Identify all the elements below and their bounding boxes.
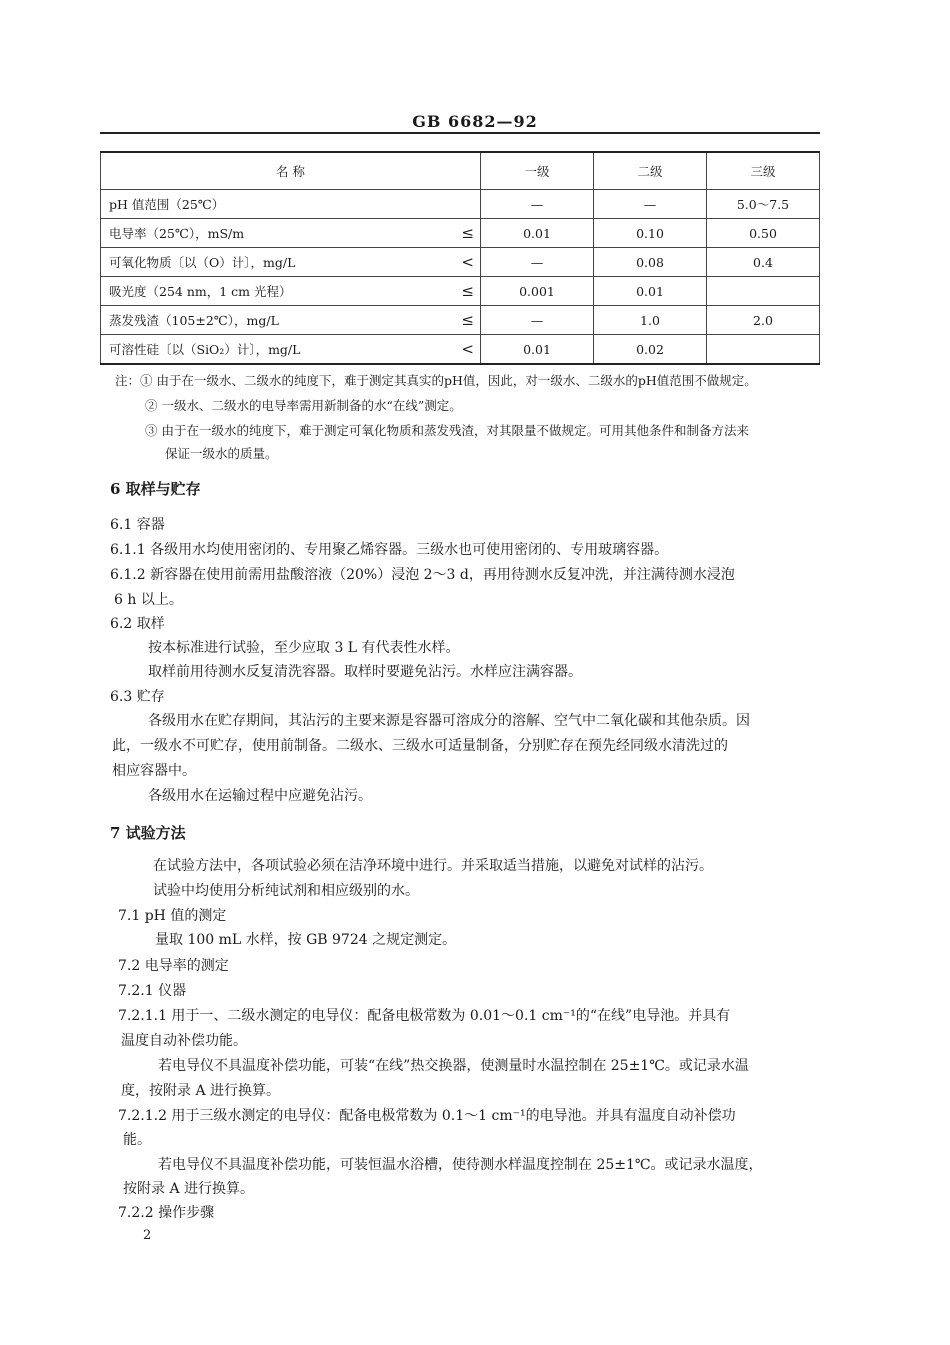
clause-6-1-2: 6.1.2 新容器在使用前需用盐酸溶液（20%）浸泡 2～3 d，再用待测水反复冲洗，并注满待测水浸泡 [110,567,735,583]
clause-6-2-para1: 按本标准进行试验，至少应取 3 L 有代表性水样。 [148,640,460,656]
note-label: 注： [115,373,141,388]
header-rule [100,132,820,134]
clause-7-2-2: 7.2.2 操作步骤 [118,1205,215,1221]
clause-6-3-para1-end: 相应容器中。 [112,763,196,779]
clause-7-1: 7.1 pH 值的测定 [118,908,227,924]
clause-7-2-1-1: 7.2.1.1 用于一、二级水测定的电导仪：配备电极常数为 0.01～0.1 cm⁻¹的“在线”电导池。并具有 [118,1008,731,1024]
table-row: 蒸发残渣（105±2℃），mg/L ≤ — 1.0 2.0 [101,306,820,335]
table-note-3: ③ 由于在一级水的纯度下，难于测定可氧化物质和蒸发残渣，对其限量不做规定。可用其他条件和制备方法来 [145,423,749,438]
clause-7-2-1: 7.2.1 仪器 [118,983,187,999]
section-7-para1: 在试验方法中，各项试验必须在洁净环境中进行。并采取适当措施，以避免对试样的沾污。 [153,858,713,874]
clause-7-2: 7.2 电导率的测定 [118,958,229,974]
clause-7-2-1-2-cont: 能。 [123,1132,151,1148]
table-note-2: ② 一级水、二级水的电导率需用新制备的水“在线”测定。 [145,398,462,413]
section-7-para2: 试验中均使用分析纯试剂和相应级别的水。 [153,883,419,899]
table-row: 可氧化物质〔以（O）计〕，mg/L < — 0.08 0.4 [101,248,820,277]
clause-6-3-para1-cont: 此，一级水不可贮存，使用前制备。二级水、三级水可适量制备，分别贮存在预先经同级水清洗过的 [112,738,728,754]
page-number: 2 [143,1228,152,1243]
table-header-row [101,152,820,190]
clause-7-2-1-2-para2: 若电导仪不具温度补偿功能，可装恒温水浴槽，使待测水样温度控制在 25±1℃。或记录水温度， [158,1157,763,1173]
col-grade3-header: 三级 [707,152,820,190]
water-grade-table [100,151,820,365]
table-note-3-cont: 保证一级水的质量。 [165,446,278,461]
clause-6-1-1: 6.1.1 各级用水均使用密闭的、专用聚乙烯容器。三级水也可使用密闭的、专用玻璃容器。 [110,542,669,558]
clause-6-1-2-cont: 6 h 以上。 [114,592,183,608]
col-grade1-header: 一级 [481,152,594,190]
table-row: 电导率（25℃），mS/m ≤ 0.01 0.10 0.50 [101,219,820,248]
clause-7-1-para: 量取 100 mL 水样，按 GB 9724 之规定测定。 [155,932,457,948]
clause-6-3: 6.3 贮存 [110,689,165,705]
section-6-title: 6 取样与贮存 [110,480,201,498]
clause-7-2-1-1-cont: 温度自动补偿功能。 [121,1033,247,1049]
clause-6-2-para2: 取样前用待测水反复清洗容器。取样时要避免沾污。水样应注满容器。 [148,664,582,680]
col-name-header: 名 称 [101,152,481,190]
clause-6-2: 6.2 取样 [110,616,165,632]
clause-7-2-1-2: 7.2.1.2 用于三级水测定的电导仪：配备电极常数为 0.1～1 cm⁻¹的电导池。并具有温度自动补偿功 [118,1108,736,1124]
clause-7-2-1-1-para2-cont: 度，按附录 A 进行换算。 [121,1083,281,1099]
standard-code-header: GB 6682—92 [412,112,538,131]
table-row: pH 值范围（25℃） — — 5.0～7.5 [101,190,820,219]
section-7-title: 7 试验方法 [110,824,186,842]
clause-6-1: 6.1 容器 [110,517,165,533]
clause-6-3-para2: 各级用水在运输过程中应避免沾污。 [148,788,372,804]
table-note-1: 注：① 由于在一级水、二级水的纯度下，难于测定其真实的pH值，因此，对一级水、二级水的pH值范围不做规定。 [115,373,757,388]
clause-7-2-1-2-para2-cont: 按附录 A 进行换算。 [123,1181,255,1197]
clause-7-2-1-1-para2: 若电导仪不具温度补偿功能，可装“在线”热交换器，使测量时水温控制在 25±1℃。或记录水温 [158,1058,749,1074]
clause-6-3-para1: 各级用水在贮存期间，其沾污的主要来源是容器可溶成分的溶解、空气中二氧化碳和其他杂质。因 [148,713,750,729]
table-row: 可溶性硅〔以（SiO₂）计〕，mg/L < 0.01 0.02 [101,335,820,365]
col-grade2-header: 二级 [594,152,707,190]
table-row: 吸光度（254 nm，1 cm 光程） ≤ 0.001 0.01 [101,277,820,306]
